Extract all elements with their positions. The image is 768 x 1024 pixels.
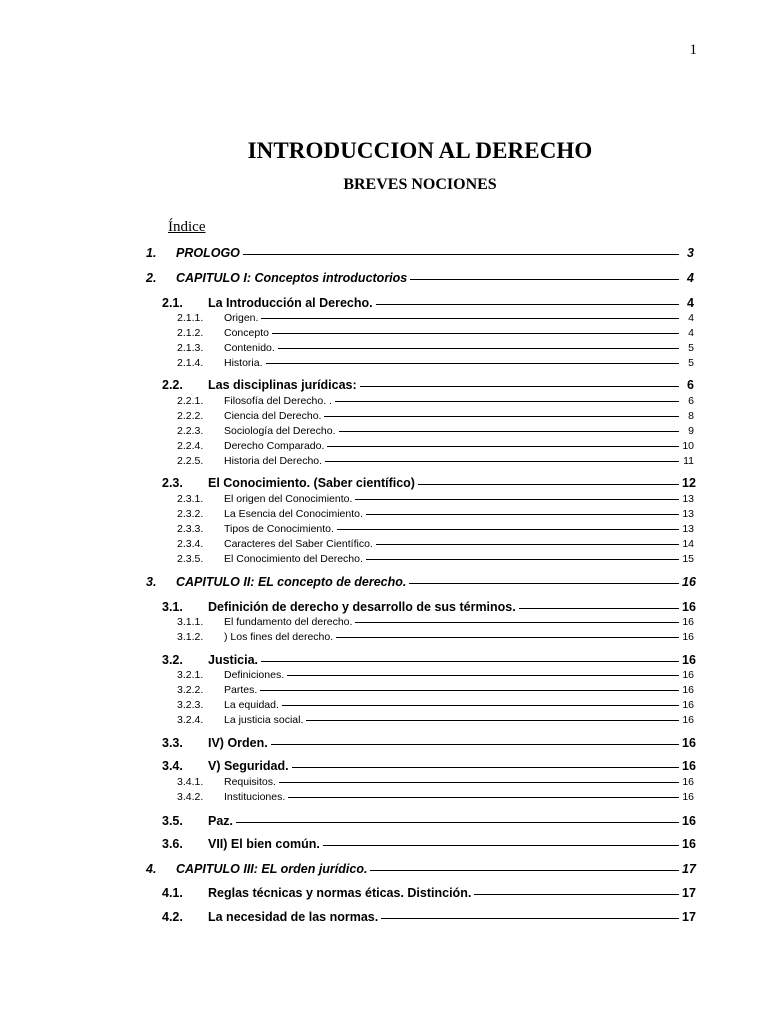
toc-entry[interactable] — [177, 425, 694, 437]
toc-entry[interactable] — [162, 759, 694, 773]
toc-entry[interactable] — [177, 342, 694, 354]
toc-entry[interactable] — [177, 631, 694, 643]
toc-entry-label: ) Los fines del derecho. — [224, 631, 334, 643]
toc-entry-label: El fundamento del derecho. — [224, 616, 353, 628]
toc-entry-label: V) Seguridad. — [208, 759, 289, 773]
toc-entry-page: 16 — [682, 684, 694, 696]
toc-entry-label: Caracteres del Saber Científico. — [224, 538, 373, 550]
toc-leader-line — [336, 637, 679, 638]
toc-entry[interactable] — [162, 296, 694, 310]
toc-leader-line — [327, 446, 679, 447]
toc-entry[interactable] — [177, 508, 694, 520]
toc-entry-page: 16 — [682, 631, 694, 643]
toc-entry[interactable] — [177, 410, 694, 422]
toc-leader-line — [376, 544, 679, 545]
toc-leader-line — [381, 918, 679, 919]
toc-entry-label: Requisitos. — [224, 776, 276, 788]
toc-entry-label: Concepto — [224, 327, 269, 339]
toc-entry[interactable] — [162, 886, 694, 900]
toc-entry[interactable] — [177, 357, 694, 369]
toc-leader-line — [360, 386, 679, 387]
toc-leader-line — [243, 254, 679, 255]
toc-entry-label: La necesidad de las normas. — [208, 910, 379, 924]
toc-entry-number: 3. — [146, 575, 157, 589]
toc-entry-page: 10 — [682, 440, 694, 452]
toc-entry-label: Definiciones. — [224, 669, 285, 681]
toc-entry-page: 6 — [687, 378, 694, 392]
toc-entry[interactable] — [177, 523, 694, 535]
toc-entry-number: 2.3.4. — [177, 538, 204, 550]
toc-entry-label: Sociología del Derecho. — [224, 425, 336, 437]
toc-entry-page: 9 — [688, 425, 694, 437]
toc-entry-number: 4.2. — [162, 910, 183, 924]
toc-entry-number: 2.2.4. — [177, 440, 204, 452]
toc-entry-number: 2.1.1. — [177, 312, 204, 324]
toc-entry-page: 13 — [682, 523, 694, 535]
toc-leader-line — [355, 499, 679, 500]
toc-leader-line — [355, 622, 679, 623]
toc-entry-page: 16 — [682, 736, 696, 750]
toc-entry-number: 2.3.1. — [177, 493, 204, 505]
toc-entry[interactable] — [177, 538, 694, 550]
toc-entry-number: 3.2.4. — [177, 714, 204, 726]
toc-entry-page: 4 — [687, 271, 694, 285]
toc-entry-label: Origen. — [224, 312, 259, 324]
toc-entry-label: Las disciplinas jurídicas: — [208, 378, 357, 392]
toc-entry[interactable] — [177, 669, 694, 681]
toc-leader-line — [261, 661, 679, 662]
toc-entry[interactable] — [162, 837, 694, 851]
toc-entry-number: 2.1.2. — [177, 327, 204, 339]
toc-entry-number: 3.1. — [162, 600, 183, 614]
toc-entry-label: Ciencia del Derecho. — [224, 410, 322, 422]
toc-entry-number: 3.2.3. — [177, 699, 204, 711]
toc-entry-number: 2.3.3. — [177, 523, 204, 535]
toc-entry-number: 3.1.2. — [177, 631, 204, 643]
toc-entry-page: 14 — [682, 538, 694, 550]
toc-entry-label: Justicia. — [208, 653, 259, 667]
toc-entry[interactable] — [146, 246, 694, 260]
toc-entry-label: Derecho Comparado. — [224, 440, 325, 452]
toc-entry-number: 1. — [146, 246, 157, 260]
toc-entry-label: Reglas técnicas y normas éticas. Distinción. — [208, 886, 472, 900]
toc-leader-line — [370, 870, 679, 871]
toc-entry-label: Historia del Derecho. — [224, 455, 323, 467]
toc-entry-label: Paz. — [208, 814, 234, 828]
toc-entry-number: 2.2.2. — [177, 410, 204, 422]
toc-leader-line — [261, 318, 679, 319]
toc-entry-label: La Esencia del Conocimiento. — [224, 508, 363, 520]
toc-entry[interactable] — [177, 714, 694, 726]
toc-leader-line — [410, 279, 679, 280]
toc-entry-number: 3.4.2. — [177, 791, 204, 803]
toc-entry-label: PROLOGO — [176, 246, 240, 260]
toc-entry[interactable] — [177, 776, 694, 788]
toc-entry-label: La equidad. — [224, 699, 279, 711]
toc-entry-number: 3.2.2. — [177, 684, 204, 696]
toc-entry[interactable] — [162, 736, 694, 750]
toc-entry-label: Partes. — [224, 684, 258, 696]
toc-entry-number: 2.2.3. — [177, 425, 204, 437]
toc-leader-line — [335, 401, 679, 402]
toc-entry[interactable] — [162, 814, 694, 828]
toc-entry-page: 16 — [682, 699, 694, 711]
toc-entry-number: 4. — [146, 862, 157, 876]
toc-entry-label: Contenido. — [224, 342, 275, 354]
toc-leader-line — [337, 529, 679, 530]
toc-entry-label: Definición de derecho y desarrollo de sus términos. — [208, 600, 516, 614]
toc-entry[interactable] — [162, 378, 694, 392]
toc-entry[interactable] — [146, 575, 694, 589]
toc-heading: Índice — [168, 219, 206, 235]
toc-leader-line — [409, 583, 679, 584]
toc-entry[interactable] — [177, 395, 694, 407]
toc-entry[interactable] — [162, 600, 694, 614]
toc-entry-number: 2.2. — [162, 378, 183, 392]
toc-entry-page: 3 — [687, 246, 694, 260]
toc-leader-line — [366, 514, 679, 515]
toc-leader-line — [418, 484, 679, 485]
toc-leader-line — [323, 845, 679, 846]
toc-entry-page: 16 — [682, 575, 696, 589]
toc-leader-line — [260, 690, 679, 691]
toc-entry-label: El Conocimiento. (Saber científico) — [208, 476, 415, 490]
toc-entry-page: 16 — [682, 837, 696, 851]
toc-entry-page: 13 — [682, 493, 694, 505]
toc-entry-label: La Introducción al Derecho. — [208, 296, 373, 310]
toc-entry-label: Instituciones. — [224, 791, 286, 803]
toc-entry[interactable] — [177, 312, 694, 324]
toc-entry-page: 6 — [688, 395, 694, 407]
toc-entry[interactable] — [177, 684, 694, 696]
toc-entry-number: 3.5. — [162, 814, 183, 828]
toc-entry-label: CAPITULO II: EL concepto de derecho. — [176, 575, 407, 589]
toc-entry-page: 4 — [688, 327, 694, 339]
toc-entry-number: 3.4.1. — [177, 776, 204, 788]
toc-entry-page: 4 — [688, 312, 694, 324]
toc-entry-number: 2.2.5. — [177, 455, 204, 467]
toc-entry-page: 17 — [682, 910, 696, 924]
toc-entry-number: 3.2. — [162, 653, 183, 667]
toc-entry-label: IV) Orden. — [208, 736, 268, 750]
toc-entry-number: 2.1.3. — [177, 342, 204, 354]
toc-entry-page: 16 — [682, 791, 694, 803]
toc-entry-page: 5 — [688, 342, 694, 354]
toc-entry-number: 2.3.2. — [177, 508, 204, 520]
toc-entry-number: 2.2.1. — [177, 395, 204, 407]
toc-entry-page: 16 — [682, 814, 696, 828]
toc-entry[interactable] — [177, 493, 694, 505]
toc-entry-page: 13 — [682, 508, 694, 520]
toc-entry-number: 3.1.1. — [177, 616, 204, 628]
document-title: INTRODUCCION AL DERECHO — [247, 138, 593, 163]
toc-entry-label: CAPITULO I: Conceptos introductorios — [176, 271, 408, 285]
toc-entry[interactable] — [162, 653, 694, 667]
toc-entry-label: VII) El bien común. — [208, 837, 320, 851]
toc-entry-page: 12 — [682, 476, 696, 490]
toc-entry-number: 2.3.5. — [177, 553, 204, 565]
toc-entry[interactable] — [177, 791, 694, 803]
toc-entry[interactable] — [162, 476, 694, 490]
toc-entry[interactable] — [177, 327, 694, 339]
toc-entry[interactable] — [177, 616, 694, 628]
toc-entry-label: El origen del Conocimiento. — [224, 493, 353, 505]
toc-leader-line — [324, 416, 679, 417]
toc-entry-number: 2.3. — [162, 476, 183, 490]
toc-entry-number: 2.1.4. — [177, 357, 204, 369]
toc-entry[interactable] — [177, 440, 694, 452]
toc-entry[interactable] — [177, 455, 694, 467]
toc-leader-line — [339, 431, 680, 432]
toc-entry-number: 3.3. — [162, 736, 183, 750]
toc-entry-page: 17 — [682, 862, 696, 876]
document-subtitle: BREVES NOCIONES — [343, 176, 497, 193]
toc-entry-label: CAPITULO III: EL orden jurídico. — [176, 862, 368, 876]
toc-entry[interactable] — [177, 553, 694, 565]
toc-entry[interactable] — [177, 699, 694, 711]
toc-entry-number: 2. — [146, 271, 157, 285]
toc-leader-line — [292, 767, 679, 768]
toc-leader-line — [288, 797, 679, 798]
toc-leader-line — [287, 675, 679, 676]
toc-entry-page: 16 — [682, 714, 694, 726]
toc-leader-line — [325, 461, 679, 462]
toc-entry-page: 16 — [682, 669, 694, 681]
toc-entry-page: 17 — [682, 886, 696, 900]
toc-entry-number: 2.1. — [162, 296, 183, 310]
toc-entry-number: 3.4. — [162, 759, 183, 773]
toc-entry-page: 16 — [682, 776, 694, 788]
toc-entry-number: 3.6. — [162, 837, 183, 851]
toc-leader-line — [278, 348, 679, 349]
toc-entry-page: 16 — [682, 653, 696, 667]
toc-leader-line — [306, 720, 679, 721]
page-number: 1 — [689, 42, 697, 58]
toc-entry-number: 3.2.1. — [177, 669, 204, 681]
toc-entry-label: La justicia social. — [224, 714, 304, 726]
toc-leader-line — [236, 822, 679, 823]
toc-entry-page: 16 — [682, 616, 694, 628]
toc-entry[interactable] — [162, 910, 694, 924]
toc-leader-line — [272, 333, 679, 334]
toc-leader-line — [282, 705, 679, 706]
toc-entry-page: 15 — [682, 553, 694, 565]
toc-entry-label: Historia. — [224, 357, 263, 369]
toc-entry-number: 4.1. — [162, 886, 183, 900]
toc-entry[interactable] — [146, 862, 694, 876]
toc-leader-line — [266, 363, 679, 364]
toc-leader-line — [366, 559, 679, 560]
toc-entry-page: 11 — [683, 455, 694, 467]
toc-entry[interactable] — [146, 271, 694, 285]
toc-entry-page: 4 — [687, 296, 694, 310]
toc-entry-page: 16 — [682, 759, 696, 773]
toc-entry-page: 8 — [688, 410, 694, 422]
toc-entry-label: Tipos de Conocimiento. — [224, 523, 334, 535]
toc-leader-line — [474, 894, 679, 895]
toc-entry-label: El Conocimiento del Derecho. — [224, 553, 363, 565]
toc-leader-line — [376, 304, 679, 305]
toc-entry-page: 5 — [688, 357, 694, 369]
toc-leader-line — [279, 782, 679, 783]
toc-leader-line — [271, 744, 679, 745]
toc-leader-line — [519, 608, 679, 609]
toc-entry-label: Filosofía del Derecho. . — [224, 395, 332, 407]
toc-entry-page: 16 — [682, 600, 696, 614]
